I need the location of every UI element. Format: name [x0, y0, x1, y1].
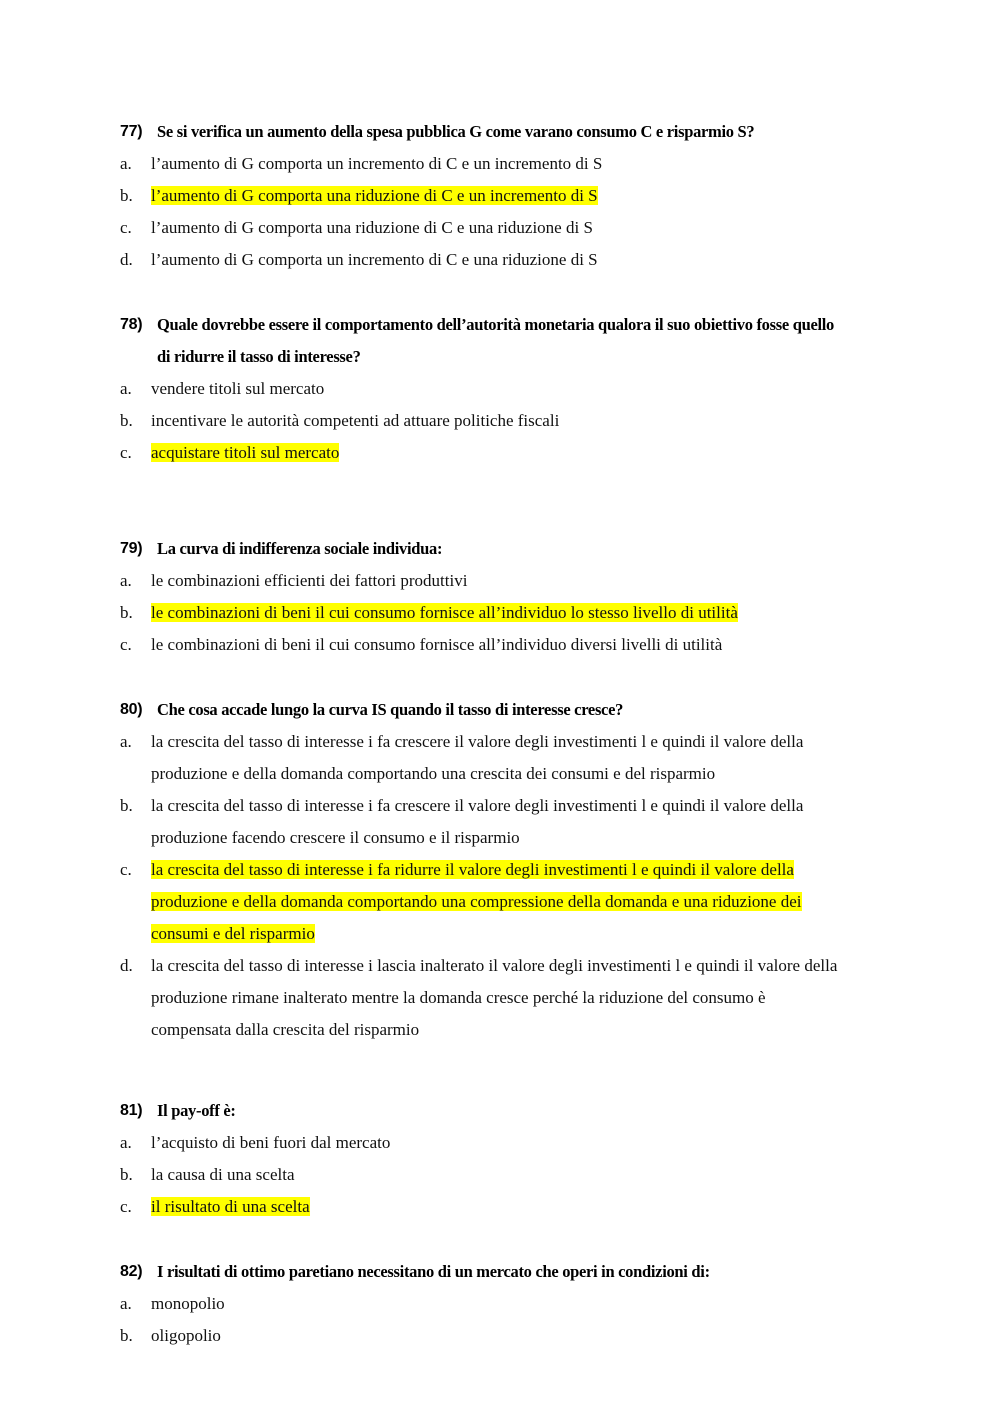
option-c	[120, 437, 840, 469]
option-c	[120, 854, 820, 950]
option-text-highlighted: il risultato di una scelta	[151, 1197, 310, 1216]
option-letter: a.	[120, 1294, 132, 1313]
option-b	[120, 405, 840, 437]
option-text: la crescita del tasso di interesse i fa crescere il valore degli investimenti l e quindi il valore della produzione e della domanda comportando una crescita dei consumi e del risparmio	[151, 732, 804, 783]
question-number: 80)	[120, 701, 143, 718]
option-text: l’aumento di G comporta un incremento di C e un incremento di S	[151, 154, 603, 173]
question-number: 81)	[120, 1102, 143, 1119]
option-a	[120, 148, 920, 180]
option-letter: a.	[120, 571, 132, 590]
question-number: 77)	[120, 123, 143, 140]
option-text: la crescita del tasso di interesse i fa crescere il valore degli investimenti l e quindi il valore della produzione facendo crescere il consumo e il risparmio	[151, 796, 804, 847]
question-title	[120, 116, 920, 148]
option-text-highlighted: la crescita del tasso di interesse i fa ridurre il valore degli investimenti l e quindi il valore della produzione e della domanda comportando una compressione della domanda e una riduzione dei consumi e del risparmio	[151, 860, 802, 943]
question-number: 79)	[120, 540, 143, 557]
option-d	[120, 244, 920, 276]
question-number: 78)	[120, 316, 143, 333]
question-81	[120, 1095, 920, 1223]
option-text: oligopolio	[151, 1326, 221, 1345]
option-letter: c.	[120, 218, 132, 237]
option-letter: a.	[120, 379, 132, 398]
question-title	[120, 1256, 760, 1288]
option-letter: a.	[120, 732, 132, 751]
option-text-highlighted: l’aumento di G comporta una riduzione di C e un incremento di S	[151, 186, 598, 205]
option-letter: b.	[120, 1165, 133, 1184]
option-d	[120, 950, 840, 1046]
option-letter: b.	[120, 1326, 133, 1345]
question-text: Che cosa accade lungo la curva IS quando il tasso di interesse cresce?	[157, 700, 624, 719]
question-text: La curva di indifferenza sociale individua:	[157, 539, 443, 558]
option-letter: c.	[120, 860, 132, 879]
option-text: la causa di una scelta	[151, 1165, 295, 1184]
option-text: l’aumento di G comporta una riduzione di C e una riduzione di S	[151, 218, 593, 237]
question-78	[120, 309, 840, 469]
option-text: le combinazioni di beni il cui consumo fornisce all’individuo diversi livelli di utilità	[151, 635, 723, 654]
option-b	[120, 1159, 920, 1191]
question-text: Il pay-off è:	[157, 1101, 236, 1120]
question-79	[120, 533, 920, 661]
option-letter: b.	[120, 411, 133, 430]
option-text: la crescita del tasso di interesse i lascia inalterato il valore degli investimenti l e quindi il valore della produzione rimane inalterato mentre la domanda cresce perché la riduzione del consumo è compensata dalla crescita del risparmio	[151, 956, 838, 1039]
question-number: 82)	[120, 1263, 143, 1280]
question-text: Quale dovrebbe essere il comportamento dell’autorità monetaria qualora il suo obiettivo fosse quello di ridurre il tasso di interesse?	[157, 315, 835, 366]
option-b	[120, 180, 920, 212]
option-a	[120, 1127, 920, 1159]
option-letter: c.	[120, 1197, 132, 1216]
question-title	[120, 309, 840, 373]
question-80	[120, 694, 920, 1046]
option-c	[120, 212, 920, 244]
option-text: l’aumento di G comporta un incremento di C e una riduzione di S	[151, 250, 598, 269]
option-letter: c.	[120, 635, 132, 654]
option-a	[120, 373, 840, 405]
option-letter: a.	[120, 154, 132, 173]
option-letter: b.	[120, 186, 133, 205]
question-82	[120, 1256, 760, 1352]
option-a	[120, 1288, 760, 1320]
option-text-highlighted: acquistare titoli sul mercato	[151, 443, 340, 462]
option-text: le combinazioni efficienti dei fattori produttivi	[151, 571, 468, 590]
option-a	[120, 726, 810, 790]
option-b	[120, 790, 810, 854]
option-letter: b.	[120, 603, 133, 622]
option-text: incentivare le autorità competenti ad attuare politiche fiscali	[151, 411, 560, 430]
option-letter: d.	[120, 956, 133, 975]
option-b	[120, 597, 920, 629]
option-b	[120, 1320, 760, 1352]
question-text: Se si verifica un aumento della spesa pubblica G come varano consumo C e risparmio S?	[157, 122, 755, 141]
option-c	[120, 1191, 920, 1223]
option-text-highlighted: le combinazioni di beni il cui consumo fornisce all’individuo lo stesso livello di utilità	[151, 603, 738, 622]
question-title	[120, 694, 920, 726]
option-text: vendere titoli sul mercato	[151, 379, 325, 398]
option-text: l’acquisto di beni fuori dal mercato	[151, 1133, 391, 1152]
question-77	[120, 116, 920, 276]
question-text: I risultati di ottimo paretiano necessitano di un mercato che operi in condizioni di:	[157, 1262, 710, 1281]
question-title	[120, 1095, 920, 1127]
option-letter: b.	[120, 796, 133, 815]
option-letter: c.	[120, 443, 132, 462]
option-c	[120, 629, 920, 661]
option-text: monopolio	[151, 1294, 225, 1313]
option-letter: a.	[120, 1133, 132, 1152]
question-title	[120, 533, 920, 565]
option-letter: d.	[120, 250, 133, 269]
option-a	[120, 565, 920, 597]
